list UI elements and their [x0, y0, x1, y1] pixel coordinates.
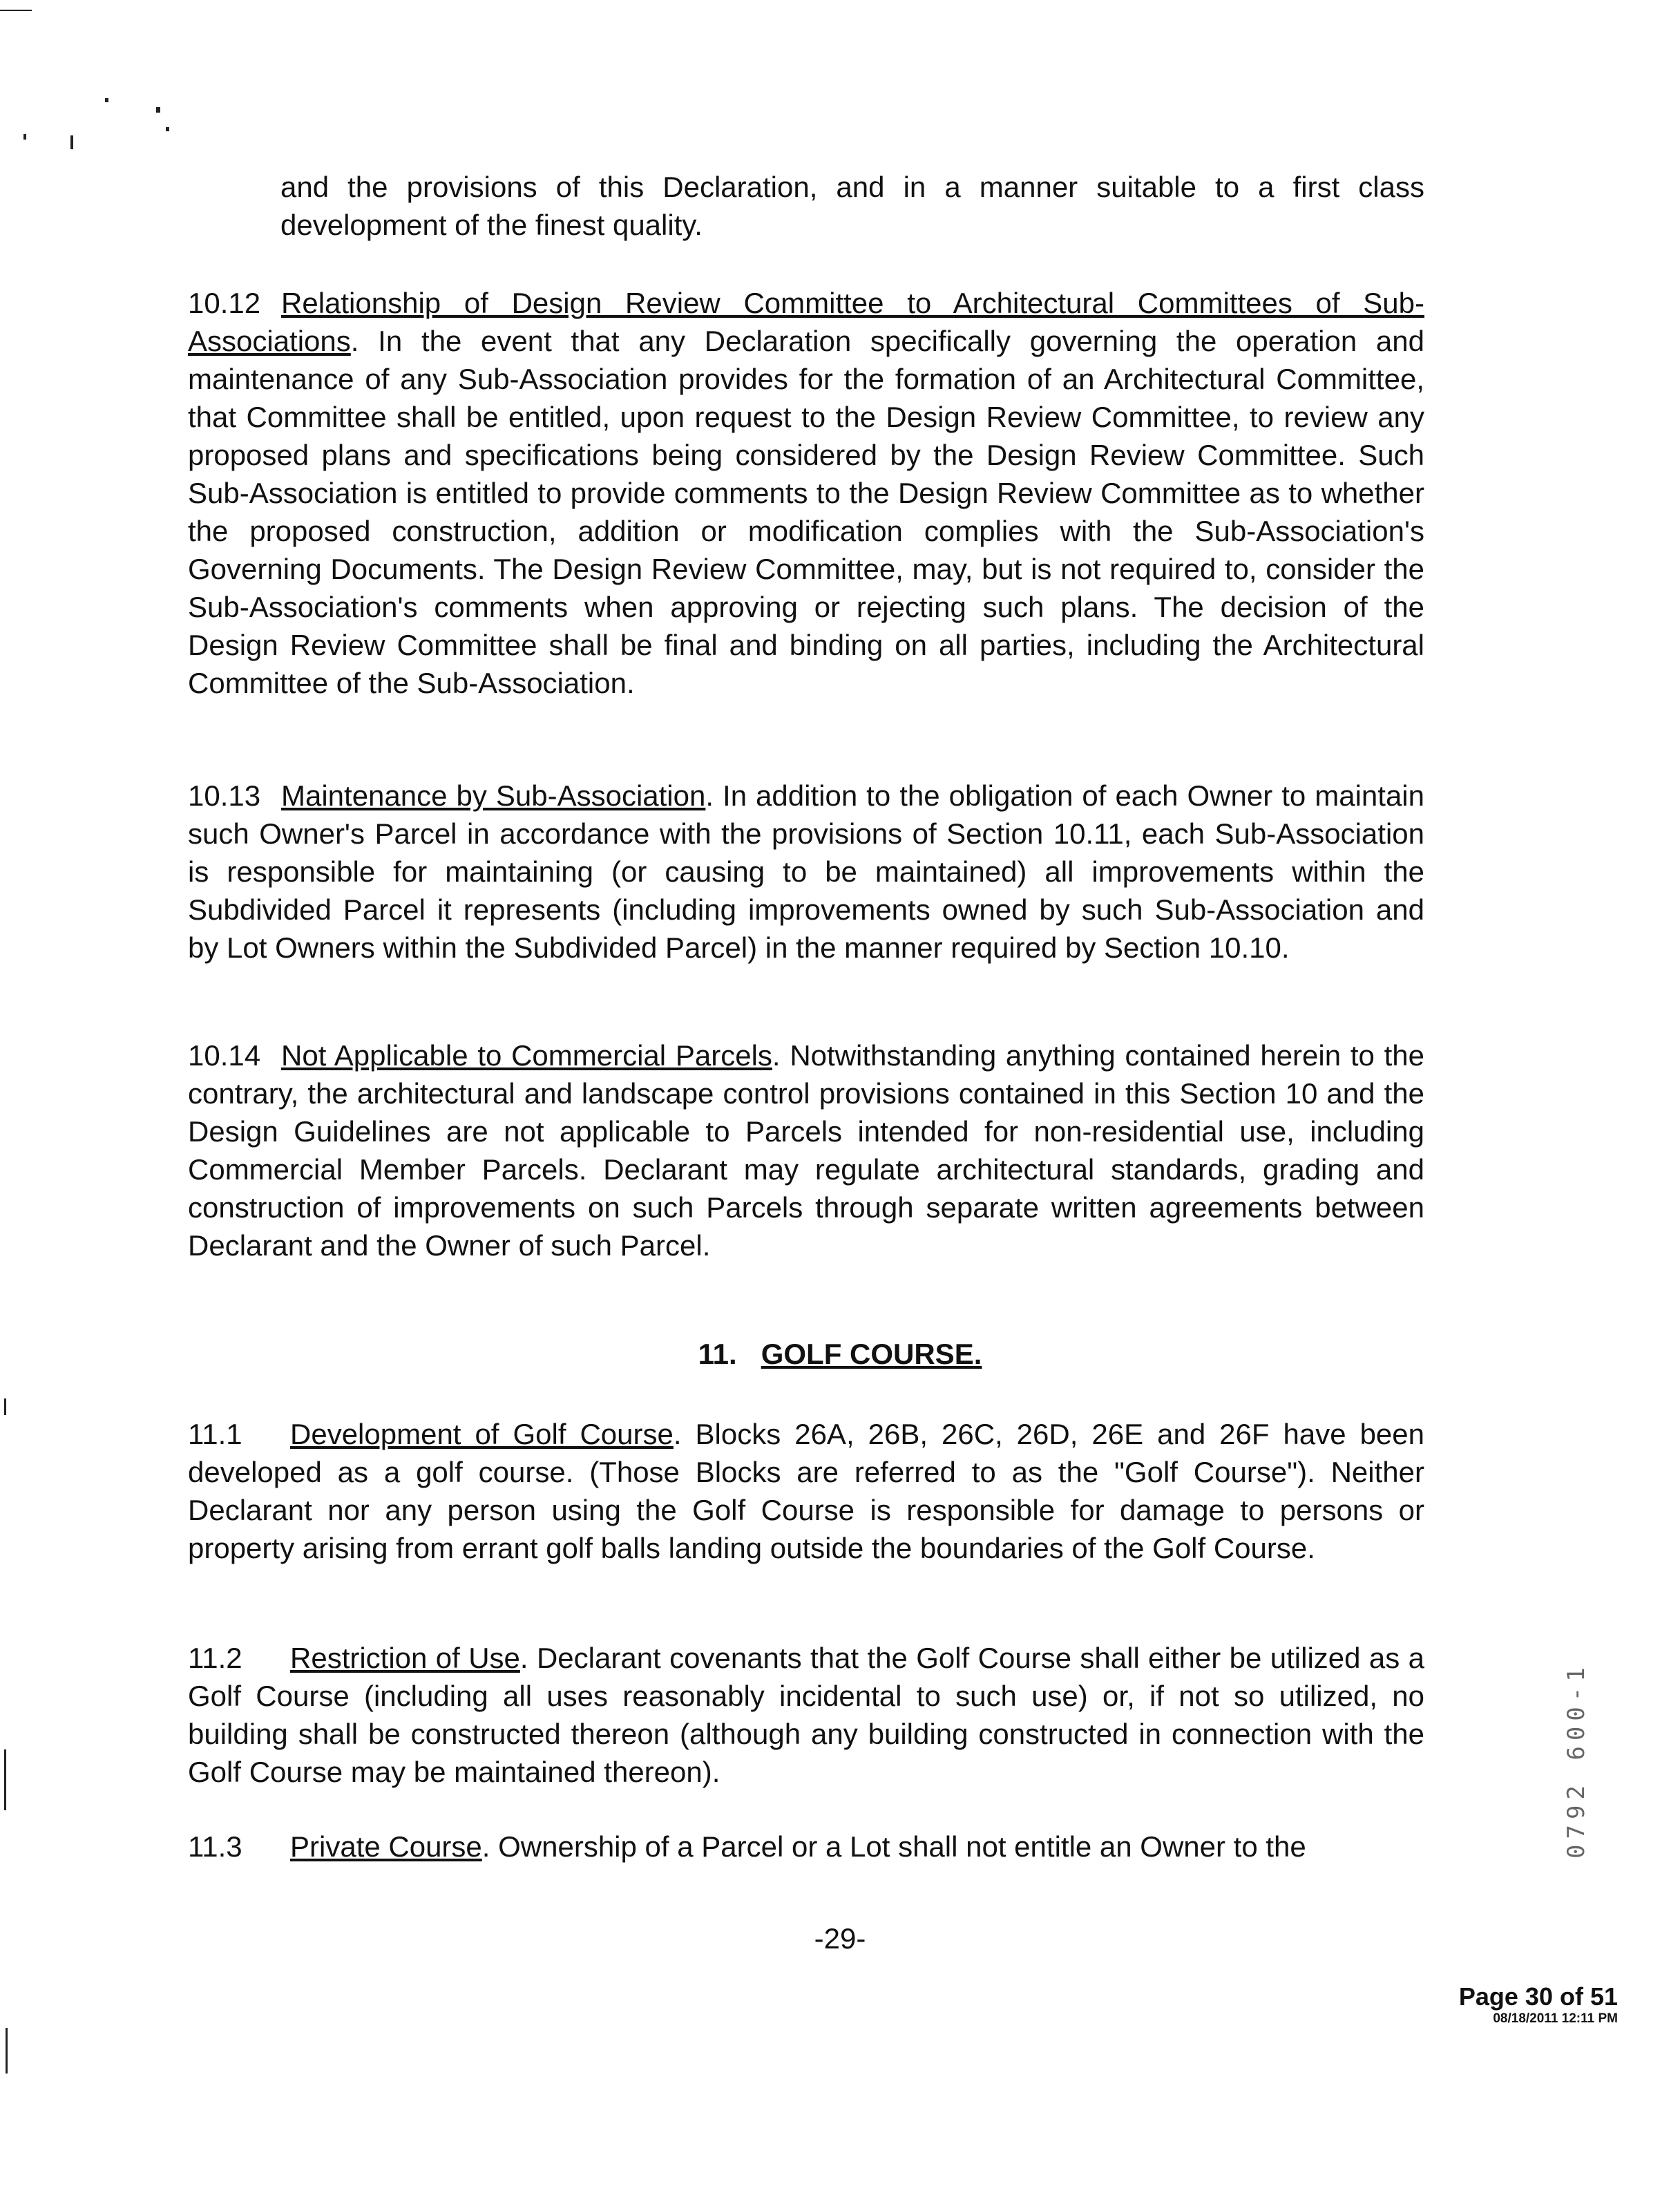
page-number: -29- — [814, 1922, 866, 1955]
section-title: Not Applicable to Commercial Parcels — [281, 1039, 772, 1072]
section-body: 10.13 Maintenance by Sub-Association. In addition to the obligation of each Owner to maintain such Owner's Parcel in accordance with the provisions of Section 10.11, each Sub-Association is responsible for maintaining (or causing to be maintained) all improvements within the Subdivided Parcel it represents (including improvements owned by such Sub-Association and by Lot Owners within the Subdivided Parcel) in the manner required by Section 10.10. — [188, 777, 1424, 967]
page-footer-info — [1397, 1983, 1618, 2027]
section-number: 11.1 — [188, 1418, 242, 1450]
scan-mark — [166, 127, 169, 131]
section-title: Maintenance by Sub-Association — [281, 779, 706, 812]
continuation-paragraph — [280, 168, 1424, 244]
section-text: In addition to the obligation of each Owner to maintain such Owner's Parcel in accordance with the provisions of Section 10.11, each Sub-Association is responsible for maintaining (or causing to be maintained) all improvements within the Subdivided Parcel it represents (including improvements owned by such Sub-Association and by Lot Owners within the Subdivided Parcel) in the manner required by Section 10.10. — [188, 779, 1425, 964]
scan-mark — [156, 107, 160, 113]
section-text: Ownership of a Parcel or a Lot shall not entitle an Owner to the — [490, 1830, 1306, 1863]
section-number: 10.12 — [188, 287, 261, 319]
section-body: 11.2 Restriction of Use. Declarant covenants that the Golf Course shall either be utilized as a Golf Course (including all uses reasonably incidental to such use) or, if not so utilized, no building shall be constructed thereon (although any building constructed in connection with the Golf Course may be maintained thereon). — [188, 1639, 1424, 1791]
section-title: Development of Golf Course — [290, 1418, 674, 1450]
heading-title: GOLF COURSE. — [761, 1338, 982, 1370]
margin-stamp: 0792 600-1 — [1563, 1662, 1590, 1859]
section-number: 10.13 — [188, 779, 261, 812]
continuation-text: and the provisions of this Declaration, and in a manner suitable to a first class development of the finest quality. — [280, 171, 1424, 241]
section-text: In the event that any Declaration specifically governing the operation and maintenance of any Sub-Association provides for the formation of an Architectural Committee, that Committee shall be entitled, upon request to the Design Review Committee, to review any proposed plans and specifications being considered by the Design Review Committee. Such Sub-Association is entitled to provide comments to the Design Review Committee as to whether the proposed construction, addition or modification complies with the Sub-Association's Governing Documents. The Design Review Committee, may, but is not required to, consider the Sub-Association's comments when approving or rejecting such plans. The decision of the Design Review Committee shall be final and binding on all parties, including the Architectural Committee of the Sub-Association. — [188, 325, 1424, 699]
print-timestamp: 08/18/2011 12:11 PM — [1493, 2011, 1618, 2026]
section-heading — [0, 1338, 1680, 1371]
section-body: 10.12 Relationship of Design Review Committee to Architectural Committees of Sub-Associations. In the event that any Declaration specifically governing the operation and maintenance of any Sub-Association provides for the formation of an Architectural Committee, that Committee shall be entitled, upon request to the Design Review Committee, to review any proposed plans and specifications being considered by the Design Review Committee. Such Sub-Association is entitled to provide comments to the Design Review Committee as to whether the proposed construction, addition or modification complies with the Sub-Association's Governing Documents. The Design Review Committee, may, but is not required to, consider the Sub-Association's comments when approving or rejecting such plans. The decision of the Design Review Committee shall be final and binding on all parties, including the Architectural Committee of the Sub-Association. — [188, 284, 1424, 702]
scan-mark — [4, 1398, 6, 1415]
page-count: Page 30 of 51 — [1458, 1982, 1618, 2011]
section-text: Notwithstanding anything contained herein to the contrary, the architectural and landscape control provisions contained in this Section 10 and the Design Guidelines are not applicable to Parcels intended for non-residential use, including Commercial Member Parcels. Declarant may regulate architectural standards, grading and construction of improvements on such Parcels through separate written agreements between Declarant and the Owner of such Parcel. — [188, 1039, 1424, 1262]
section-number: 10.14 — [188, 1039, 261, 1072]
scan-mark — [4, 1749, 6, 1810]
scan-mark — [0, 10, 32, 11]
heading-number: 11. — [698, 1338, 737, 1370]
scan-mark — [23, 134, 26, 140]
section-body: 10.14 Not Applicable to Commercial Parcels. Notwithstanding anything contained herein to the contrary, the architectural and landscape control provisions contained in this Section 10 and the Design Guidelines are not applicable to Parcels intended for non-residential use, including Commercial Member Parcels. Declarant may regulate architectural standards, grading and construction of improvements on such Parcels through separate written agreements between Declarant and the Owner of such Parcel. — [188, 1036, 1424, 1264]
section-title: Restriction of Use — [290, 1642, 520, 1674]
scan-mark — [6, 2028, 8, 2074]
scan-mark — [70, 135, 73, 149]
section-title: Private Course — [290, 1830, 482, 1863]
section-title: Relationship of Design Review Committee to Architectural Committees of Sub-Associations — [188, 287, 1424, 357]
section-body: 11.3 Private Course. Ownership of a Parcel or a Lot shall not entitle an Owner to the — [188, 1828, 1424, 1866]
section-text: Declarant covenants that the Golf Course shall either be utilized as a Golf Course (including all uses reasonably incidental to such use) or, if not so utilized, no building shall be constructed thereon (although any building constructed in connection with the Golf Course may be maintained thereon). — [188, 1642, 1424, 1788]
scan-mark — [105, 98, 108, 102]
section-number: 11.2 — [188, 1642, 242, 1674]
section-text: Blocks 26A, 26B, 26C, 26D, 26E and 26F have been developed as a golf course. (Those Blocks are referred to as the "Golf Course"). Neither Declarant nor any person using the Golf Course is responsible for damage to persons or property arising from errant golf balls landing outside the boundaries of the Golf Course. — [188, 1418, 1425, 1564]
section-body: 11.1 Development of Golf Course. Blocks 26A, 26B, 26C, 26D, 26E and 26F have been developed as a golf course. (Those Blocks are referred to as the "Golf Course"). Neither Declarant nor any person using the Golf Course is responsible for damage to persons or property arising from errant golf balls landing outside the boundaries of the Golf Course. — [188, 1415, 1424, 1567]
section-number: 11.3 — [188, 1830, 242, 1863]
